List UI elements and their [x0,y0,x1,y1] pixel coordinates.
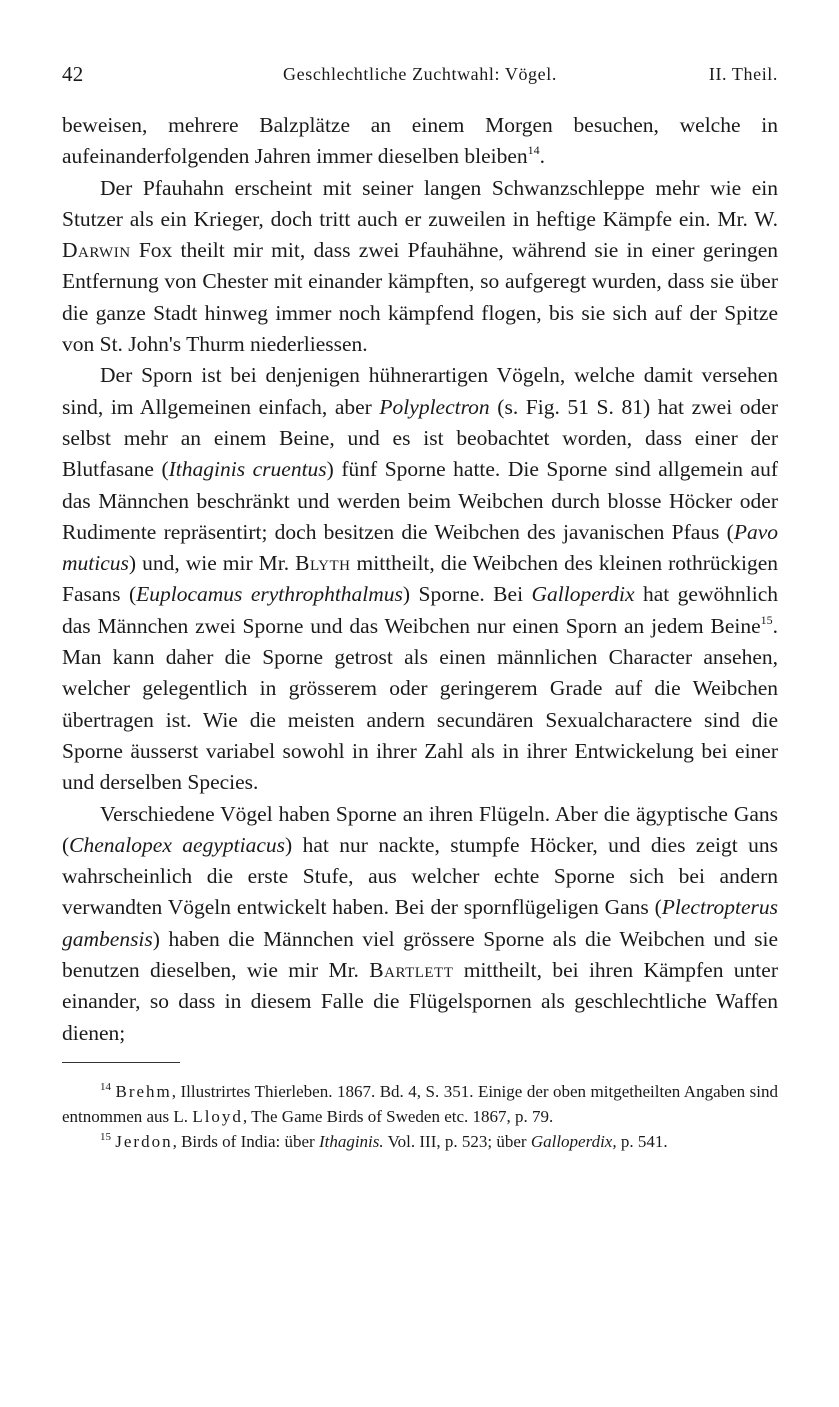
species-name: Euplocamus erythrophthalmus [136,582,403,607]
page-number: 42 [62,62,84,86]
author-name: Jerdon [115,1131,173,1151]
running-head [62,56,778,88]
person-name: Darwin [62,238,131,263]
author-name: Brehm [115,1081,172,1101]
footnote-number: 15 [100,1130,111,1143]
running-title: Geschlechtliche Zuchtwahl: Vögel. [283,64,557,84]
person-name: Blyth [295,551,351,576]
species-name: Polyplectron [379,394,490,419]
footnotes [62,1079,778,1154]
book-page [62,56,778,1154]
person-name: Bartlett [369,958,454,983]
footnote-14: $^{14}$ Brehm, Illustrirtes Thierleben. 1867. Bd. 4, S. 351. Einige der oben mitgetheilten Angaben sind entnommen aus L. Lloyd, The Game Birds of Sweden etc. 1867, p. 79. [62,1080,779,1126]
species-name: Ithaginis cruentus [168,457,327,482]
author-name: Lloyd [192,1106,243,1126]
genus-name: Ithaginis. [318,1131,384,1151]
footnote-ref-14[interactable]: 14 [527,143,540,158]
paragraph-continuation: beweisen, mehrere Balzplätze an einem Morgen besuchen, welche in aufeinanderfolgenden Jahren immer dieselben bleiben$^{14}$. [62,113,778,169]
footnote-divider [62,1062,180,1063]
footnote-number: 14 [100,1080,111,1093]
part-label: II. Theil. [708,64,778,84]
paragraph-peacock: Der Pfauhahn erscheint mit seiner langen Schwanzschleppe mehr wie ein Stutzer als ein Krieger, doch tritt auch er zuweilen in heftige Kämpfe ein. Mr. W. Darwin Fox theilt mir mit, dass zwei Pfauhähne, während sie in einer geringen Entfernung von Chester mit einander kämpften, so aufgeregt wurden, dass sie über die ganze Stadt hinweg immer noch kämpfend flogen, bis sie sich auf der Spitze von St. John's Thurm niederliessen. [62,175,778,357]
footnote-ref-15[interactable]: 15 [760,612,773,627]
species-name: Galloperdix [531,582,635,607]
species-name: Plectropterus gambensis [62,895,778,951]
paragraph-wing-spurs: Verschiedene Vögel haben Sporne an ihren Flügeln. Aber die ägyptische Gans (Chenalopex aegyptiacus) hat nur nackte, stumpfe Höcker, und dies zeigt uns wahrscheinlich die erste Stufe, aus welcher echte Sporne sich bei andern verwandten Vögeln entwickelt haben. Bei der spornflügeligen Gans (Plectropterus gambensis) haben die Männchen viel grössere Sporne als die Weibchen und sie benutzen dieselben, wie mir Mr. Bartlett mittheilt, bei ihren Kämpfen unter einander, so dass in diesem Falle die Flügelspornen als geschlechtliche Waffen dienen; [62,801,778,1045]
body-text [62,110,778,1049]
species-name: Chenalopex aegyptiacus [69,832,285,857]
paragraph-spurs: Der Sporn ist bei denjenigen hühnerartigen Vögeln, welche damit versehen sind, im Allgemeinen einfach, aber Polyplectron (s. Fig. 51 S. 81) hat zwei oder selbst mehr an einem Beine, und es ist beobachtet worden, dass einer der Blutfasane (Ithaginis cruentus) fünf Sporne hatte. Die Sporne sind allgemein auf das Männchen beschränkt und werden beim Weibchen durch blosse Höcker oder Rudimente repräsentirt; doch besitzen die Weibchen des javanischen Pfaus (Pavo muticus) und, wie mir Mr. Blyth mittheilt, die Weibchen des kleinen rothrückigen Fasans (Euplocamus erythrophthalmus) Sporne. Bei Galloperdix hat gewöhnlich das Männchen zwei Sporne und das Weibchen nur einen Sporn an jedem Beine$^{15}$. Man kann daher die Sporne getrost als einen männlichen Character ansehen, welcher gelegentlich in grösserem oder geringerem Grade auf die Weibchen übertragen ist. Wie die meisten andern secundären Sexualcharactere sind die Sporne äusserst variabel sowohl in ihrer Zahl als in ihrer Entwickelung bei einer und derselben Species. [62,363,778,795]
genus-name: Galloperdix, [530,1131,617,1151]
footnote-15: $^{15}$ Jerdon, Birds of India: über Ithaginis. Vol. III, p. 523; über Galloperdix, p. 541. [100,1130,668,1151]
species-name: Pavo muticus [62,519,778,576]
